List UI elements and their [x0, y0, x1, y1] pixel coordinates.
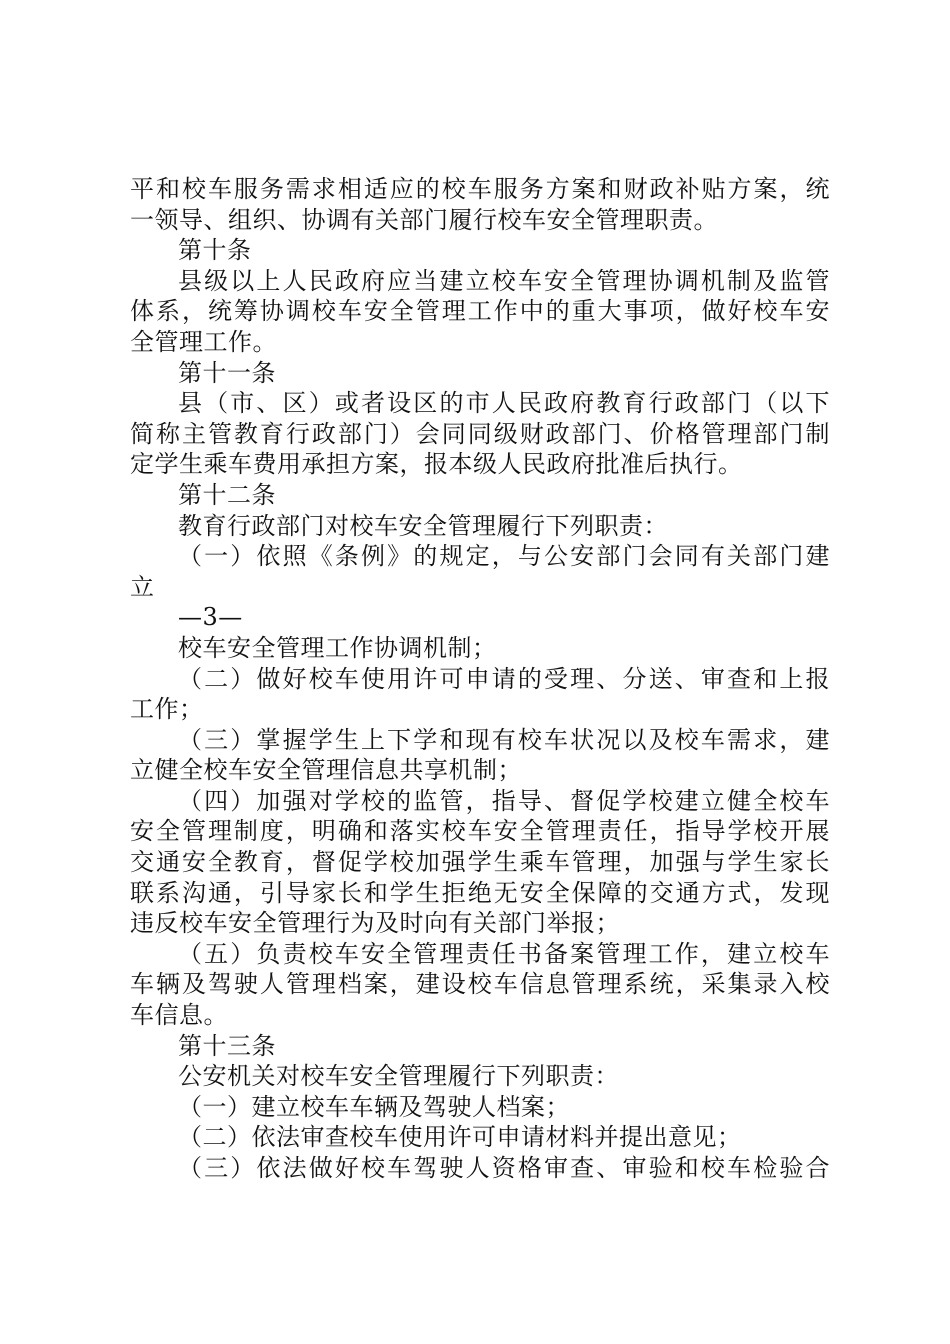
article-heading: 第十二条: [178, 480, 276, 509]
text-line: 校车安全管理工作协调机制；: [178, 633, 497, 662]
text-line: （三）掌握学生上下学和现有校车状况以及校车需求，建: [178, 725, 830, 754]
text-line: 车信息。: [130, 1001, 228, 1030]
article-heading: 第十条: [178, 236, 252, 265]
text-line: 定学生乘车费用承担方案，报本级人民政府批准后执行。: [130, 450, 743, 479]
text-line: 教育行政部门对校车安全管理履行下列职责：: [178, 511, 668, 540]
text-line: （二）做好校车使用许可申请的受理、分送、审查和上报: [178, 664, 830, 693]
text-line: （一）依照《条例》的规定，与公安部门会同有关部门建: [178, 542, 830, 571]
text-line: 立健全校车安全管理信息共享机制；: [130, 756, 522, 785]
text-line: 违反校车安全管理行为及时向有关部门举报；: [130, 909, 620, 938]
text-line: （三）依法做好校车驾驶人资格审查、审验和校车检验合: [178, 1154, 830, 1182]
text-line: 平和校车服务需求相适应的校车服务方案和财政补贴方案，统: [130, 175, 830, 203]
text-line: 交通安全教育，督促学校加强学生乘车管理，加强与学生家长: [130, 848, 830, 877]
text-line: 一领导、组织、协调有关部门履行校车安全管理职责。: [130, 205, 718, 234]
text-line: 县级以上人民政府应当建立校车安全管理协调机制及监管: [178, 266, 830, 295]
text-line: 工作；: [130, 695, 204, 724]
article-heading: 第十三条: [178, 1031, 276, 1060]
text-line: （二）依法审查校车使用许可申请材料并提出意见；: [178, 1123, 742, 1152]
text-line: 县（市、区）或者设区的市人民政府教育行政部门（以下: [178, 389, 830, 418]
text-line: 安全管理制度，明确和落实校车安全管理责任，指导学校开展: [130, 817, 830, 846]
page-number: —3—: [178, 603, 243, 632]
text-line: 全管理工作。: [130, 327, 277, 356]
text-line: （五）负责校车安全管理责任书备案管理工作，建立校车: [178, 939, 830, 968]
text-line: （四）加强对学校的监管，指导、督促学校建立健全校车: [178, 786, 830, 815]
text-line: 立: [130, 572, 155, 601]
text-line: （一）建立校车车辆及驾驶人档案；: [178, 1092, 570, 1121]
text-line: 车辆及驾驶人管理档案，建设校车信息管理系统，采集录入校: [130, 970, 830, 999]
text-line: 联系沟通，引导家长和学生拒绝无安全保障的交通方式，发现: [130, 878, 830, 907]
article-heading: 第十一条: [178, 358, 276, 387]
text-line: 简称主管教育行政部门）会同同级财政部门、价格管理部门制: [130, 419, 830, 448]
text-line: 体系，统筹协调校车安全管理工作中的重大事项，做好校车安: [130, 297, 830, 326]
document-body: [130, 174, 830, 1184]
text-line: 公安机关对校车安全管理履行下列职责：: [178, 1062, 619, 1091]
